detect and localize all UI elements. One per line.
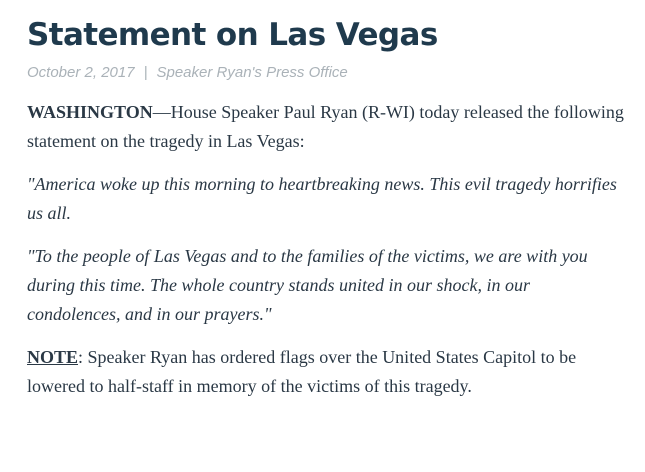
note-text: : Speaker Ryan has ordered flags over the United States Capitol to be lowered to half-staff in memory of the victims of this tragedy.	[27, 347, 577, 396]
article-meta	[27, 64, 627, 82]
author-link[interactable]: Speaker Ryan's Press Office	[156, 64, 348, 81]
quote-paragraph-1: "America woke up this morning to heartbreaking news. This evil tragedy horrifies us all.	[27, 174, 617, 223]
dateline: WASHINGTON	[27, 102, 153, 122]
intro-paragraph	[27, 98, 627, 156]
quote-paragraph-2: "To the people of Las Vegas and to the families of the victims, we are with you during this time. The whole country stands united in our shock, in our condolences, and in our prayers."	[27, 246, 588, 324]
note-paragraph	[27, 343, 627, 401]
note-label: NOTE	[27, 347, 79, 367]
publish-date: October 2, 2017	[27, 64, 135, 81]
page-title: Statement on Las Vegas	[27, 17, 438, 53]
intro-text: —House Speaker Paul Ryan (R-WI) today released the following statement on the tragedy in Las Vegas:	[27, 102, 624, 151]
press-release-article	[27, 0, 627, 401]
meta-separator: |	[143, 64, 148, 81]
